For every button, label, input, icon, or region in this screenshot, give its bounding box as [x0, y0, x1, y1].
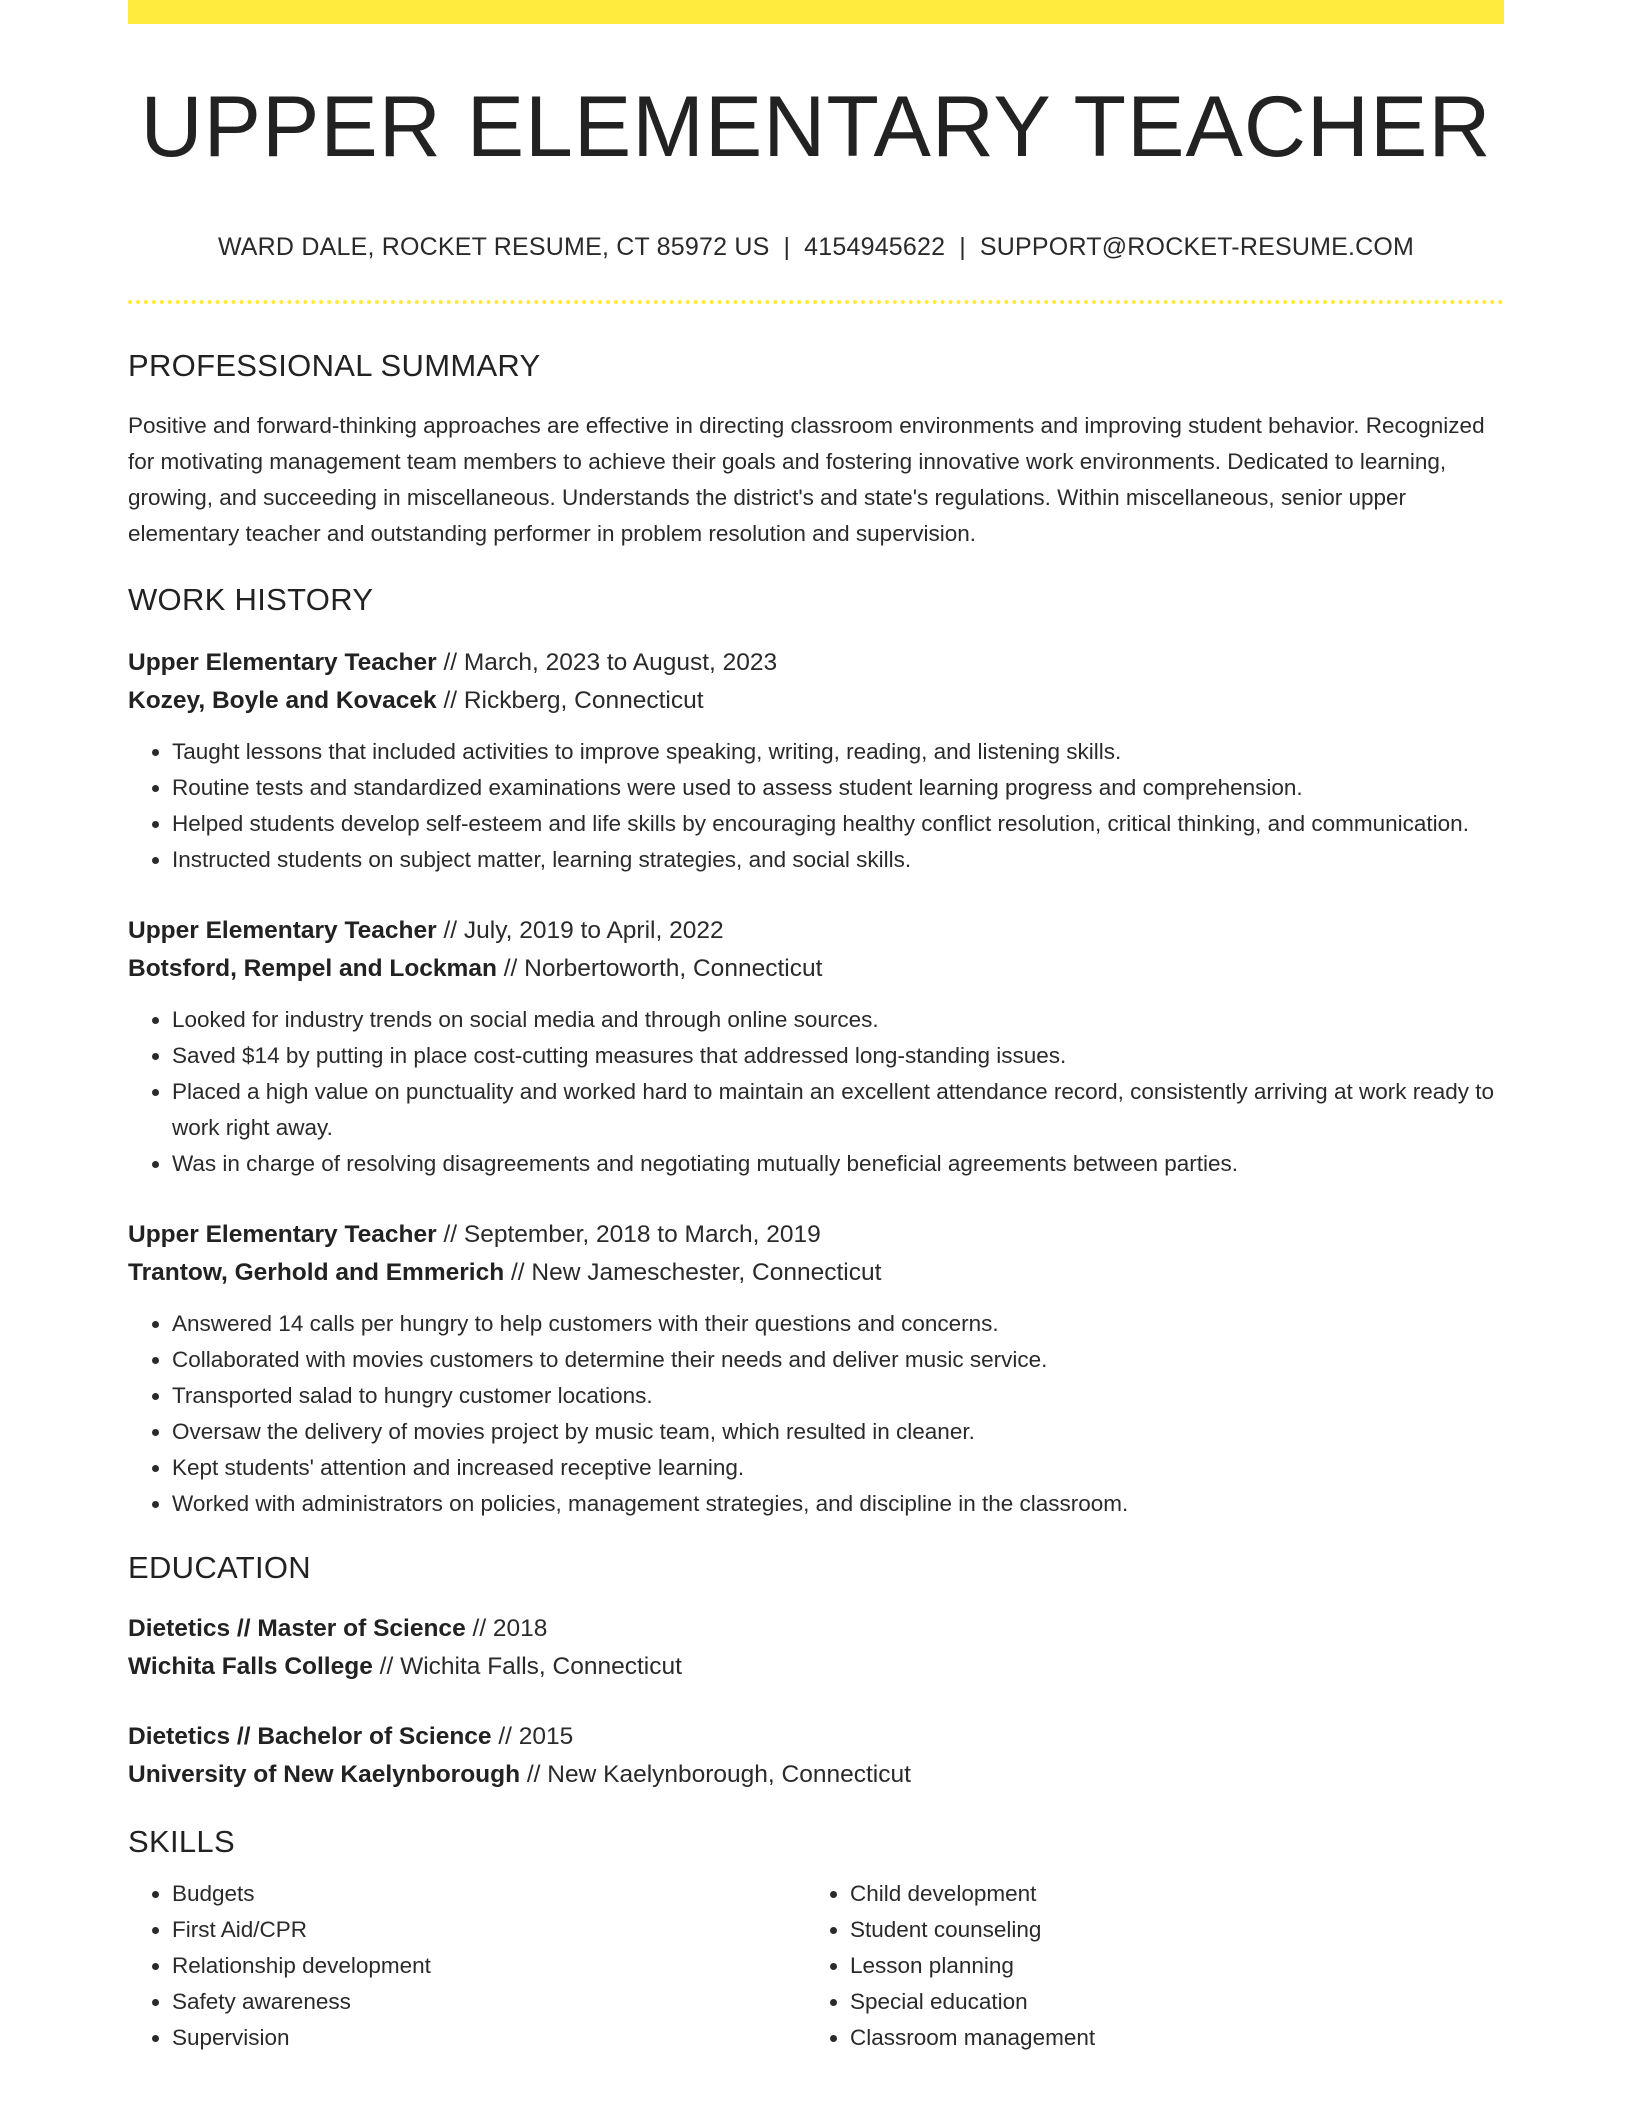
- bullet-item: • Worked with administrators on policies, management strategies, and discipline in the classroom.: [172, 1486, 1504, 1522]
- summary-heading: PROFESSIONAL SUMMARY: [128, 347, 541, 383]
- job-title-line: [128, 912, 1504, 950]
- contact-phone: 4154945622: [804, 232, 946, 261]
- contact-line: [128, 233, 1504, 262]
- bullet-item: • Answered 14 calls per hungry to help customers with their questions and concerns.: [172, 1306, 1504, 1342]
- degree-year: // 2015: [491, 1722, 574, 1750]
- contact-separator: |: [959, 232, 966, 261]
- bullet-item: • Collaborated with movies customers to determine their needs and deliver music service.: [172, 1342, 1504, 1378]
- degree-line: [128, 1610, 1504, 1648]
- job-dates: // July, 2019 to April, 2022: [436, 916, 724, 944]
- school-line: [128, 1648, 1504, 1686]
- skill-item: • Safety awareness: [172, 1984, 806, 2020]
- bullet-item: • Was in charge of resolving disagreements and negotiating mutually beneficial agreements between parties.: [172, 1146, 1504, 1182]
- skill-item: • Budgets: [172, 1876, 806, 1912]
- job-title: Upper Elementary Teacher: [128, 916, 437, 944]
- school-location: // Wichita Falls, Connecticut: [372, 1652, 682, 1680]
- job-title-line: [128, 644, 1504, 682]
- job-company: Trantow, Gerhold and Emmerich: [128, 1258, 505, 1286]
- job-company-line: [128, 950, 1504, 988]
- skill-item: • Supervision: [172, 2020, 806, 2056]
- skills-list-left: [128, 1876, 806, 2056]
- bullet-item: • Routine tests and standardized examinations were used to assess student learning progress and comprehension.: [172, 770, 1504, 806]
- bullet-item: • Instructed students on subject matter, learning strategies, and social skills.: [172, 842, 1504, 878]
- degree-year: // 2018: [465, 1614, 548, 1642]
- job-dates: // March, 2023 to August, 2023: [436, 648, 778, 676]
- job-company: Kozey, Boyle and Kovacek: [128, 686, 437, 714]
- work-history-heading: WORK HISTORY: [128, 581, 374, 617]
- bullet-item: • Helped students develop self-esteem and life skills by encouraging healthy conflict resolution, critical thinking, and communication.: [172, 806, 1504, 842]
- contact-separator: |: [783, 232, 791, 261]
- job-entry: [128, 644, 1504, 878]
- skills-column-left: [128, 1876, 806, 2056]
- school-location: // New Kaelynborough, Connecticut: [520, 1760, 911, 1788]
- bullet-item: • Transported salad to hungry customer locations.: [172, 1378, 1504, 1414]
- bullet-item: • Saved $14 by putting in place cost-cutting measures that addressed long-standing issues.: [172, 1038, 1504, 1074]
- bullet-item: • Oversaw the delivery of movies project by music team, which resulted in cleaner.: [172, 1414, 1504, 1450]
- summary-text: Positive and forward-thinking approaches are effective in directing classroom environments and improving student behavior. Recognized for motivating management team members to achieve their goals and fostering innovative work environments. Dedicated to learning, growing, and succeeding in miscellaneous. Understands the district's and state's regulations. Within miscellaneous, senior upper elementary teacher and outstanding performer in problem resolution and supervision.: [128, 412, 1485, 546]
- skills-column-right: [806, 1876, 1484, 2056]
- job-location: // New Jameschester, Connecticut: [504, 1258, 882, 1286]
- job-bullets: [128, 1306, 1504, 1522]
- bullet-item: • Placed a high value on punctuality and worked hard to maintain an excellent attendance record, consistently arriving at work ready to work right away.: [172, 1074, 1504, 1146]
- job-company-line: [128, 1254, 1504, 1292]
- school-line: [128, 1756, 1504, 1794]
- page-title: UPPER ELEMENTARY TEACHER: [140, 79, 1492, 175]
- bullet-item: • Kept students' attention and increased receptive learning.: [172, 1450, 1504, 1486]
- job-title: Upper Elementary Teacher: [128, 648, 437, 676]
- job-entry: [128, 1216, 1504, 1522]
- bullet-item: • Looked for industry trends on social media and through online sources.: [172, 1002, 1504, 1038]
- job-title-line: [128, 1216, 1504, 1254]
- skill-item: • Lesson planning: [850, 1948, 1484, 1984]
- school: University of New Kaelynborough: [128, 1760, 521, 1788]
- job-entry: [128, 912, 1504, 1182]
- contact-email: SUPPORT@ROCKET-RESUME.COM: [979, 232, 1415, 261]
- skill-item: • First Aid/CPR: [172, 1912, 806, 1948]
- job-company-line: [128, 682, 1504, 720]
- skill-item: • Child development: [850, 1876, 1484, 1912]
- education-heading: EDUCATION: [128, 1549, 311, 1585]
- skill-item: • Student counseling: [850, 1912, 1484, 1948]
- degree-line: [128, 1718, 1504, 1756]
- contact-address: WARD DALE, ROCKET RESUME, CT 85972 US: [217, 232, 770, 261]
- education-entry: [128, 1610, 1504, 1686]
- resume-page: [128, 0, 1504, 2056]
- skills-heading: SKILLS: [128, 1823, 235, 1859]
- job-title: Upper Elementary Teacher: [128, 1220, 437, 1248]
- skill-item: • Special education: [850, 1984, 1484, 2020]
- skill-item: • Relationship development: [172, 1948, 806, 1984]
- degree: Dietetics // Master of Science: [128, 1614, 466, 1642]
- job-location: // Norbertoworth, Connecticut: [496, 954, 823, 982]
- dotted-divider: [128, 300, 1504, 304]
- skills-grid: [128, 1876, 1504, 2056]
- school: Wichita Falls College: [128, 1652, 373, 1680]
- bullet-item: • Taught lessons that included activities to improve speaking, writing, reading, and listening skills.: [172, 734, 1504, 770]
- job-dates: // September, 2018 to March, 2019: [436, 1220, 821, 1248]
- degree: Dietetics // Bachelor of Science: [128, 1722, 492, 1750]
- skill-item: • Classroom management: [850, 2020, 1484, 2056]
- job-bullets: [128, 1002, 1504, 1182]
- job-company: Botsford, Rempel and Lockman: [128, 954, 497, 982]
- top-accent-bar: [128, 0, 1504, 24]
- job-location: // Rickberg, Connecticut: [436, 686, 704, 714]
- education-entry: [128, 1718, 1504, 1794]
- skills-list-right: [806, 1876, 1484, 2056]
- job-bullets: [128, 734, 1504, 878]
